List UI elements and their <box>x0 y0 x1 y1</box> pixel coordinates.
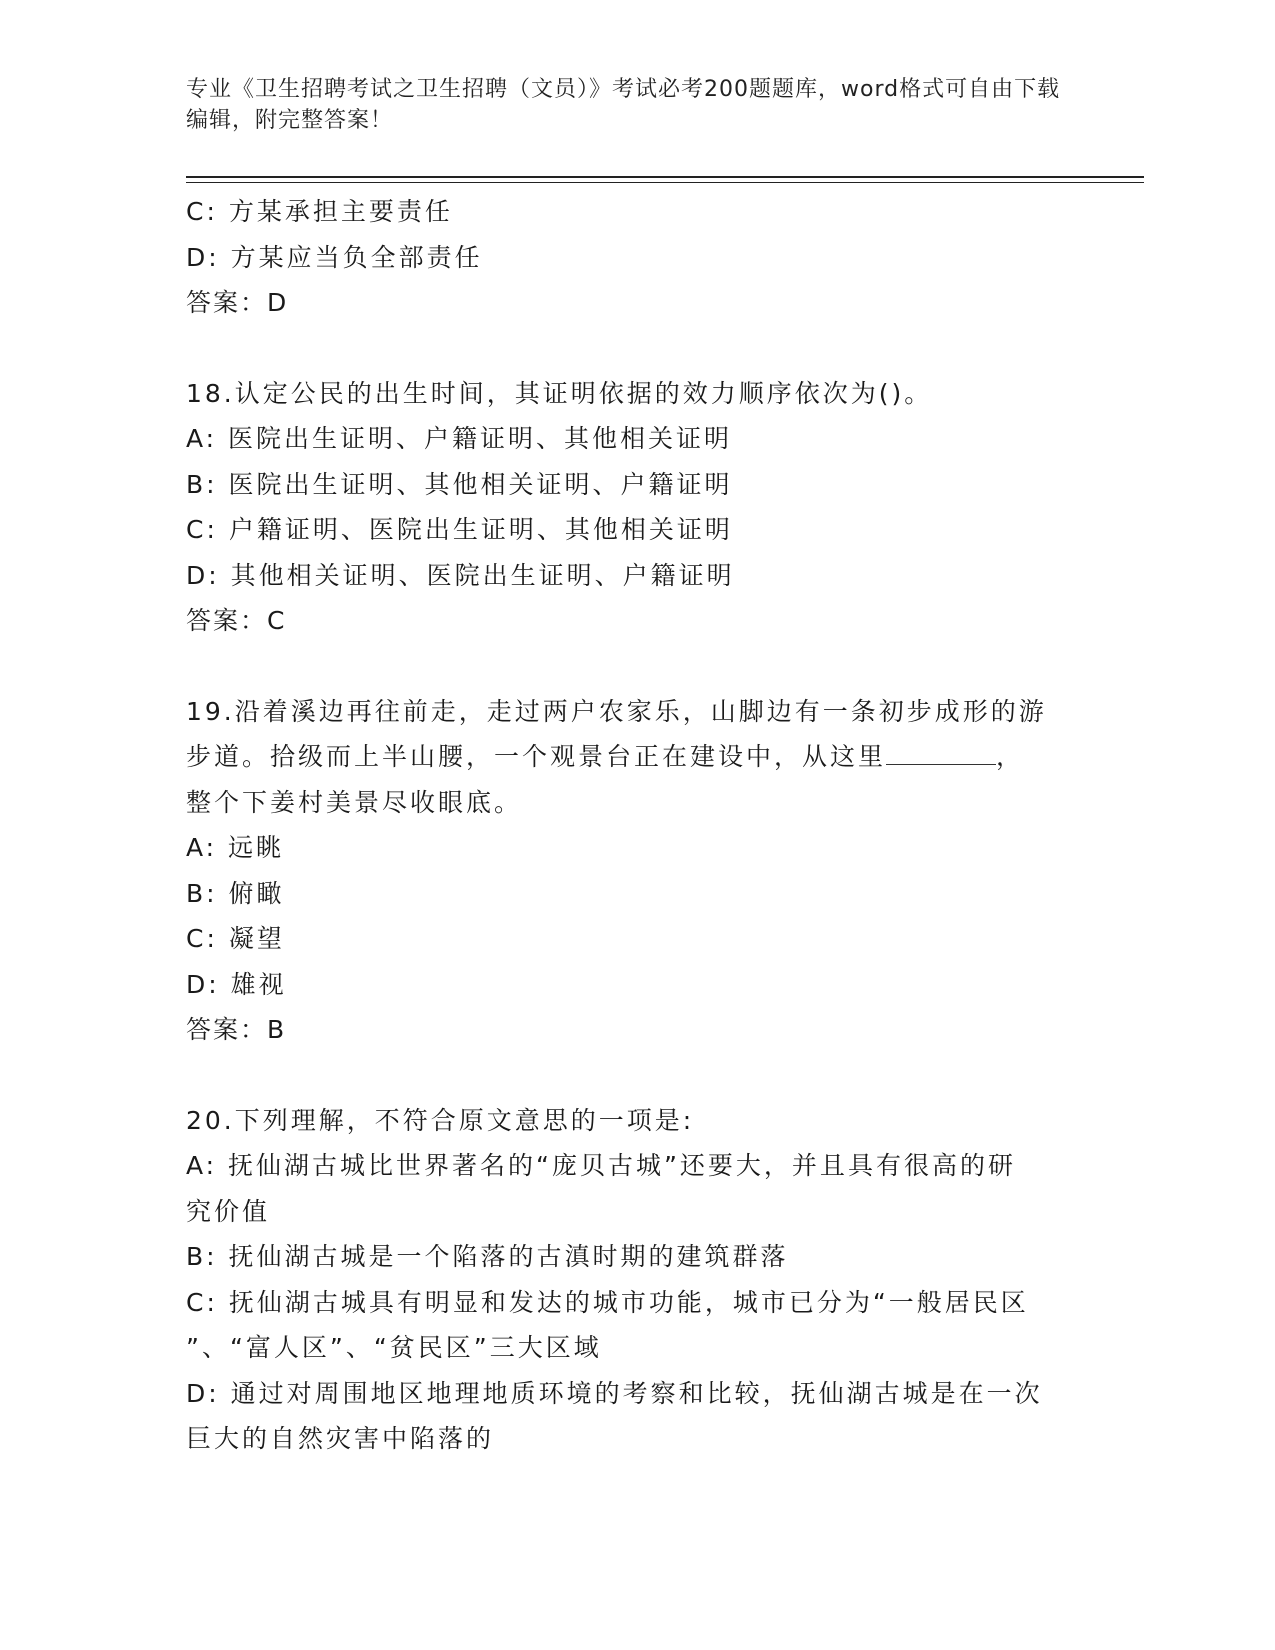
spacer <box>186 644 1066 689</box>
q19-answer: 答案：B <box>186 1015 287 1044</box>
q19-option-c: C: 凝望 <box>186 924 285 953</box>
q18-option-d: D: 其他相关证明、医院出生证明、户籍证明 <box>186 560 735 590</box>
q20-option-a-line-2: 究价值 <box>186 1196 271 1226</box>
header-title: 专业《卫生招聘考试之卫生招聘（文员）》考试必考200题题库，word格式可自由下载编辑，附完整答案！ <box>186 77 1061 133</box>
q19-stem-line-3: 整个下姜村美景尽收眼底。 <box>186 787 523 817</box>
q17-option-d: D: 方某应当负全部责任 <box>186 242 483 272</box>
q19-option-a: A: 远眺 <box>186 833 285 862</box>
q20-option-c-line-1: C: 抚仙湖古城具有明显和发达的城市功能，城市已分为“一般居民区 <box>186 1287 1029 1317</box>
q19-stem-line-2-punct: ， <box>996 742 1025 771</box>
q19-stem-line-1: 19.沿着溪边再往前走，走过两户农家乐，山脚边有一条初步成形的游 <box>186 696 1047 726</box>
q19-option-b: B: 俯瞰 <box>186 878 285 908</box>
q18-option-a: A: 医院出生证明、户籍证明、其他相关证明 <box>186 424 733 453</box>
q20-option-d-line-1: D: 通过对周围地区地理地质环境的考察和比较，抚仙湖古城是在一次 <box>186 1378 1043 1408</box>
fill-in-blank <box>886 742 996 765</box>
spacer <box>186 1053 1066 1098</box>
q20-option-c-line-2: ”、“富人区”、“贫民区”三大区域 <box>186 1333 602 1362</box>
q19-stem-line-2-text: 步道。拾级而上半山腰，一个观景台正在建设中，从这里 <box>186 742 887 771</box>
q20-option-d-line-2: 巨大的自然灾害中陷落的 <box>186 1424 495 1453</box>
document-header <box>186 74 1066 136</box>
q19-stem-line-2 <box>186 734 1066 780</box>
q20-option-b: B: 抚仙湖古城是一个陷落的古滇时期的建筑群落 <box>186 1242 789 1271</box>
spacer <box>186 326 1066 371</box>
header-divider-thick <box>186 176 1144 178</box>
header-divider-thin <box>186 182 1144 183</box>
q17-option-c: C: 方某承担主要责任 <box>186 197 453 226</box>
question-content <box>186 189 1066 1462</box>
q18-option-b: B: 医院出生证明、其他相关证明、户籍证明 <box>186 469 733 499</box>
q18-option-c: C: 户籍证明、医院出生证明、其他相关证明 <box>186 515 733 544</box>
q18-stem: 18.认定公民的出生时间，其证明依据的效力顺序依次为()。 <box>186 378 933 408</box>
q20-stem: 20.下列理解，不符合原文意思的一项是: <box>186 1105 695 1135</box>
q19-option-d: D: 雄视 <box>186 969 287 999</box>
q18-answer: 答案：C <box>186 606 287 635</box>
q17-answer: 答案：D <box>186 288 289 317</box>
q20-option-a-line-1: A: 抚仙湖古城比世界著名的“庞贝古城”还要大，并且具有很高的研 <box>186 1151 1016 1180</box>
